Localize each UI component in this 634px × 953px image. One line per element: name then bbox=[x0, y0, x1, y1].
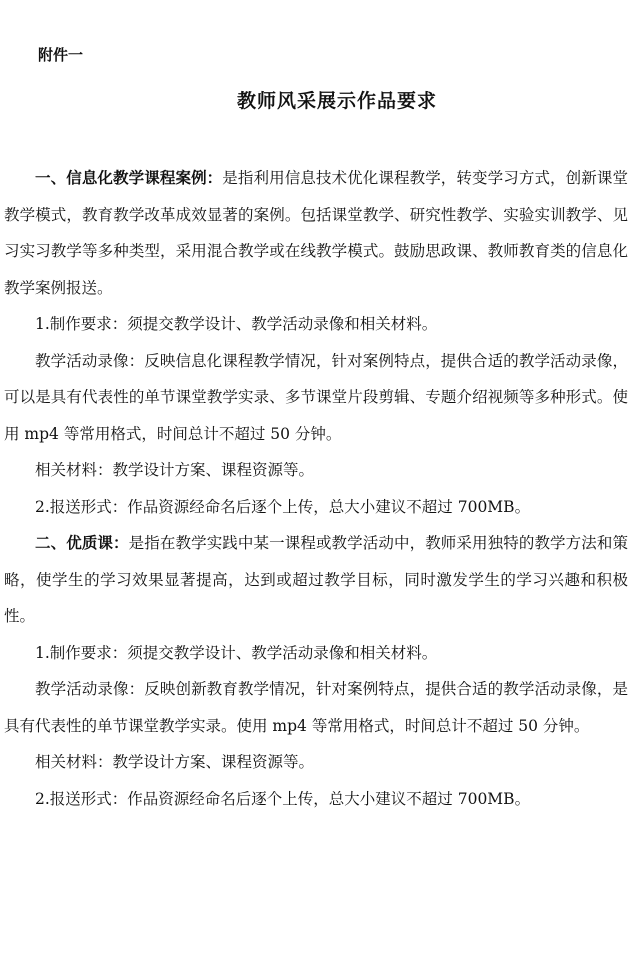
section-2-video: 教学活动录像：反映创新教育教学情况，针对案例特点，提供合适的教学活动录像，是具有代表性的单节课堂教学实录。使用 mp4 等常用格式，时间总计不超过 50 分钟。 bbox=[4, 680, 628, 735]
document-title: 教师风采展示作品要求 bbox=[236, 90, 437, 112]
section-1-heading: 一、信息化教学课程案例： bbox=[35, 169, 223, 187]
section-2-submission: 2.报送形式：作品资源经命名后逐个上传，总大小建议不超过 700MB。 bbox=[35, 789, 531, 808]
section-2-materials: 相关材料：教学设计方案、课程资源等。 bbox=[35, 753, 315, 771]
section-1-intro bbox=[4, 160, 628, 306]
section-1-submission: 2.报送形式：作品资源经命名后逐个上传，总大小建议不超过 700MB。 bbox=[35, 497, 531, 516]
section-2-intro bbox=[4, 525, 628, 635]
section-2-heading: 二、优质课： bbox=[35, 534, 129, 552]
section-2-requirement: 1.制作要求：须提交教学设计、教学活动录像和相关材料。 bbox=[35, 643, 438, 662]
section-1-intro-text: 是指利用信息技术优化课程教学，转变学习方式，创新课堂教学模式，教育教学改革成效显著的案例。包括课堂教学、研究性教学、实验实训教学、见习实习教学等多种类型，采用混合教学或在线教学模式。鼓励思政课、教师教育类的信息化教学案例报送。 bbox=[4, 169, 628, 297]
section-1-requirement: 1.制作要求：须提交教学设计、教学活动录像和相关材料。 bbox=[35, 315, 438, 333]
attachment-label: 附件一 bbox=[38, 46, 84, 64]
section-2-intro-text: 是指在教学实践中某一课程或教学活动中，教师采用独特的教学方法和策略，使学生的学习效果显著提高，达到或超过教学目标，同时激发学生的学习兴趣和积极性。 bbox=[4, 534, 628, 625]
section-1-materials: 相关材料：教学设计方案、课程资源等。 bbox=[35, 461, 315, 479]
document-body bbox=[4, 160, 628, 817]
section-1-video: 教学活动录像：反映信息化课程教学情况，针对案例特点，提供合适的教学活动录像，可以是具有代表性的单节课堂教学实录、多节课堂片段剪辑、专题介绍视频等多种形式。使用 mp4 等常用格式，时间总计不超过 50 分钟。 bbox=[4, 351, 628, 443]
